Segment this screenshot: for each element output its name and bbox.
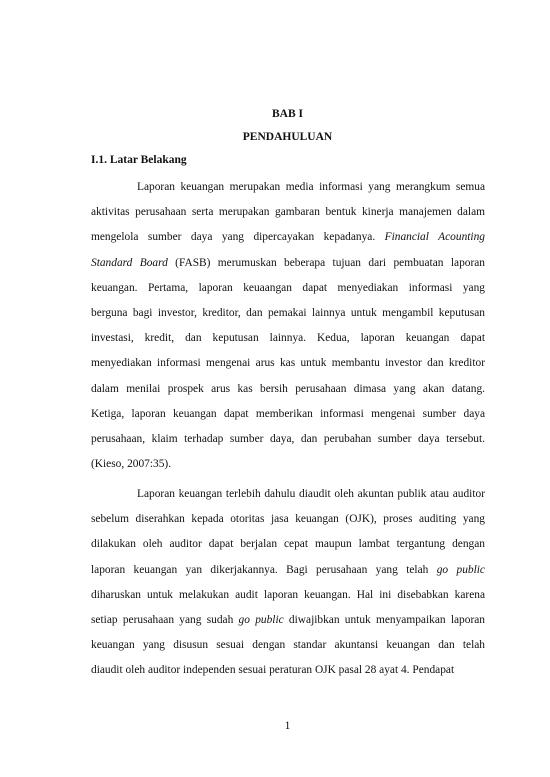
text-run: laporan keuangan yan dikerjakannya. Bagi perusahaan yang telah xyxy=(91,563,437,576)
text-run: (Kieso, 2007:35). xyxy=(91,458,172,471)
italic-term: Standard Board xyxy=(91,256,168,269)
text-run: (FASB) merumuskan beberapa tujuan dari pembuatan laporan xyxy=(167,256,485,269)
text-run: mengelola sumber daya yang dipercayakan kepadanya. xyxy=(91,231,385,244)
text-run: menyediakan informasi mengenai arus kas untuk membantu investor dan kreditor xyxy=(91,357,485,370)
text-run: dalam menilai prospek arus kas bersih perusahaan dimasa yang akan datang. xyxy=(91,382,485,395)
text-run: sebelum diserahkan kepada otoritas jasa keuangan (OJK), proses auditing yang xyxy=(91,513,485,526)
text-run: diharuskan untuk melakukan audit laporan keuangan. Hal ini disebabkan karena xyxy=(91,588,485,601)
text-run: keuangan. Pertama, laporan keuaangan dapat menyediakan informasi yang xyxy=(91,281,485,294)
text-run: diwajibkan untuk menyampaikan laporan xyxy=(283,614,485,626)
chapter-title: PENDAHULUAN xyxy=(242,131,333,143)
paragraph1-line xyxy=(91,281,485,295)
text-run: keuangan yang disusun sesuai dengan standar akuntansi keuangan dan telah xyxy=(91,639,485,652)
text-run: investasi, kredit, dan keputusan lainnya. Kedua, laporan keuangan dapat xyxy=(91,332,485,345)
paragraph1-line xyxy=(91,457,485,471)
paragraph2-line xyxy=(91,613,485,627)
paragraph1-line xyxy=(91,382,485,396)
paragraph2-line xyxy=(91,588,485,602)
paragraph1-line xyxy=(91,356,485,370)
text-run: Ketiga, laporan keuangan dapat memberikan informasi mengenai sumber daya xyxy=(91,407,485,420)
text-run: aktivitas perusahaan serta merupakan gambaran bentuk kinerja manajemen dalam xyxy=(91,206,485,219)
text-run: berguna bagi investor, kreditor, dan pemakai lainnya untuk mengambil keputusan xyxy=(91,307,485,319)
text-run: dilakukan oleh auditor dapat berjalan cepat maupun lambat tergantung dengan xyxy=(91,538,485,551)
text-run: Laporan keuangan merupakan media informasi yang merangkum semua xyxy=(137,181,485,193)
paragraph1-line xyxy=(91,230,485,244)
italic-term: go public xyxy=(436,563,485,576)
text-run: diaudit oleh auditor independen sesuai peraturan OJK pasal 28 ayat 4. Pendapat xyxy=(91,664,455,677)
text-run: perusahaan, klaim terhadap sumber daya, dan perubahan sumber daya tersebut. xyxy=(91,433,485,445)
paragraph1-line xyxy=(91,205,485,219)
paragraph2-line xyxy=(91,563,485,577)
paragraph2-line xyxy=(91,663,485,677)
section-heading: I.1. Latar Belakang xyxy=(91,154,187,166)
paragraph1-line xyxy=(91,407,485,421)
paragraph1-line xyxy=(91,256,485,270)
paragraph2-line xyxy=(91,512,485,526)
paragraph1-line xyxy=(91,306,485,320)
paragraph1-line xyxy=(91,432,485,446)
paragraph2-line xyxy=(91,537,485,551)
paragraph2-line xyxy=(137,487,485,501)
text-run: setiap perusahaan yang sudah xyxy=(91,614,239,626)
paragraph1-line xyxy=(91,331,485,345)
chapter-number: BAB I xyxy=(272,108,303,120)
italic-term: go public xyxy=(238,614,284,626)
text-run: Laporan keuangan terlebih dahulu diaudit oleh akuntan publik atau auditor xyxy=(137,488,485,500)
page-number: 1 xyxy=(284,720,291,732)
paragraph2-line xyxy=(91,638,485,652)
italic-term: Financial Acounting xyxy=(384,231,485,244)
paragraph1-line xyxy=(137,180,485,194)
